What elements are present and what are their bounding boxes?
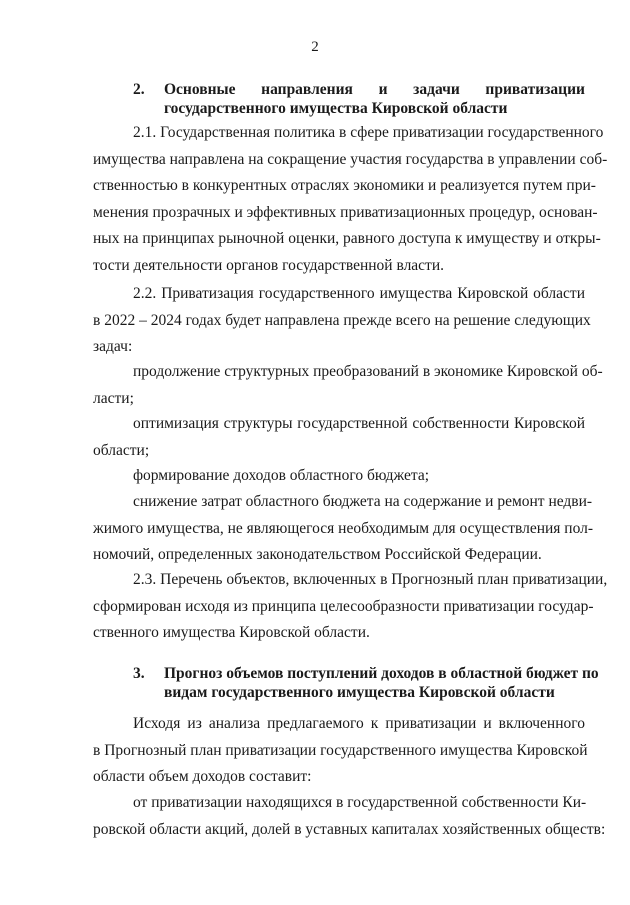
section-3-title-line2: видам государственного имущества Кировской области bbox=[164, 684, 555, 701]
text-line: задач: bbox=[93, 338, 133, 355]
text-line: формирование доходов областного бюджета; bbox=[133, 467, 430, 484]
text-line: сформирован исходя из принципа целесообразности приватизации государ- bbox=[93, 597, 594, 615]
section-2-title-word: задачи bbox=[413, 81, 460, 98]
section-2-title-word: и bbox=[378, 81, 388, 98]
task-item-2 bbox=[93, 411, 585, 464]
text-line: менения прозрачных и эффективных приватизационных процедур, основан- bbox=[93, 203, 598, 221]
text-line: ласти; bbox=[93, 389, 134, 407]
text-line: 2.1. Государственная политика в сфере приватизации государственного bbox=[133, 124, 604, 141]
text-line: ных на принципах рыночной оценки, равного доступа к имуществу и откры- bbox=[93, 230, 601, 247]
section-2-title-line2: государственного имущества Кировской области bbox=[164, 100, 508, 117]
section-2-title-word: Основные bbox=[164, 81, 236, 98]
text-line: 2.2. Приватизация государственного имущества Кировской области bbox=[133, 285, 585, 302]
section-2-number: 2. bbox=[133, 81, 145, 98]
text-line: Исходя из анализа предлагаемого к приватизации и включенного bbox=[133, 715, 585, 732]
text-line: имущества направлена на сокращение участия государства в управлении соб- bbox=[93, 150, 608, 168]
text-line: в 2022 – 2024 годах будет направлена прежде всего на решение следующих bbox=[93, 311, 591, 329]
text-line: ственного имущества Кировской области. bbox=[93, 624, 370, 641]
text-line: в Прогнозный план приватизации государственного имущества Кировской bbox=[93, 741, 588, 759]
task-item-4 bbox=[93, 489, 594, 569]
text-line: ровской области акций, долей в уставных капиталах хозяйственных обществ: bbox=[93, 820, 606, 838]
text-line: снижение затрат областного бюджета на содержание и ремонт недви- bbox=[133, 493, 593, 510]
task-item-1 bbox=[93, 359, 603, 412]
text-line: жимого имущества, не являющегося необходимым для осуществления пол- bbox=[93, 519, 594, 537]
section-3-title-line1: Прогноз объемов поступлений доходов в областной бюджет по bbox=[164, 665, 599, 682]
paragraph-2-3 bbox=[93, 567, 608, 647]
task-item-3 bbox=[93, 463, 585, 490]
section-2-title-line1 bbox=[164, 80, 585, 99]
text-line: области; bbox=[93, 441, 150, 459]
section-2-title-word: приватизации bbox=[485, 81, 585, 98]
section-2-title-word: направления bbox=[261, 81, 353, 98]
text-line: области объем доходов составит: bbox=[93, 768, 312, 785]
paragraph-3-intro bbox=[93, 711, 588, 791]
text-line: от приватизации находящихся в государственной собственности Ки- bbox=[133, 794, 587, 811]
text-line: номочий, определенных законодательством Российской Федерации. bbox=[93, 546, 542, 563]
paragraph-3-shares bbox=[93, 790, 606, 843]
section-3-number: 3. bbox=[133, 665, 145, 682]
text-line: продолжение структурных преобразований в экономике Кировской об- bbox=[133, 363, 603, 380]
paragraph-2-2 bbox=[93, 281, 591, 361]
paragraph-2-1 bbox=[93, 120, 608, 279]
text-line: тости деятельности органов государственной власти. bbox=[93, 256, 445, 274]
text-line: ственностью в конкурентных отраслях экономики и реализуется путем при- bbox=[93, 177, 596, 194]
text-line: оптимизация структуры государственной собственности Кировской bbox=[133, 415, 585, 432]
page-number: 2 bbox=[311, 39, 319, 55]
text-line: 2.3. Перечень объектов, включенных в Прогнозный план приватизации, bbox=[133, 571, 608, 588]
